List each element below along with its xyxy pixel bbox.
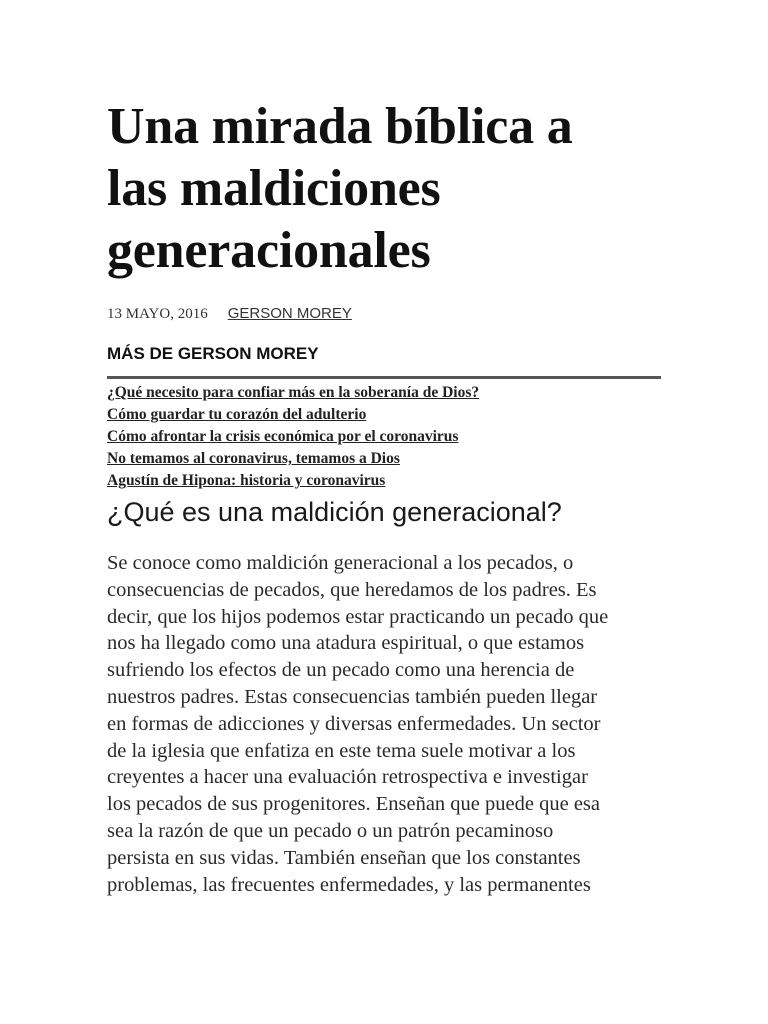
list-item — [107, 404, 668, 426]
paragraph-line: en formas de adicciones y diversas enfermedades. Un sector — [107, 712, 601, 735]
article-meta — [107, 305, 668, 327]
title-line: las maldiciones — [107, 160, 441, 217]
paragraph-line: nuestros padres. Estas consecuencias también pueden llegar — [107, 685, 598, 708]
section-heading: ¿Qué es una maldición generacional? — [107, 497, 562, 527]
paragraph-line: los pecados de sus progenitores. Enseñan que puede que esa — [107, 793, 600, 816]
related-article-link[interactable]: Cómo guardar tu corazón del adulterio — [107, 406, 367, 423]
paragraph-line: sea la razón de que un pecado o un patrón pecaminoso — [107, 819, 554, 842]
author-link[interactable]: GERSON MOREY — [227, 305, 352, 322]
related-articles-list — [107, 382, 668, 492]
related-article-link[interactable]: No temamos al coronavirus, temamos a Dios — [107, 450, 400, 467]
paragraph-line: persista en sus vidas. También enseñan que los constantes — [107, 846, 581, 869]
list-item — [107, 382, 668, 404]
title-line: Una mirada bíblica a — [107, 98, 573, 155]
divider — [107, 376, 661, 379]
paragraph-line: sufriendo los efectos de un pecado como una herencia de — [107, 659, 575, 682]
list-item — [107, 448, 668, 470]
list-item — [107, 470, 668, 492]
article-title — [107, 96, 668, 282]
related-article-link[interactable]: Cómo afrontar la crisis económica por el coronavirus — [107, 428, 459, 445]
paragraph-line: decir, que los hijos podemos estar practicando un pecado que — [107, 605, 609, 628]
more-from-author-heading: MÁS DE GERSON MOREY — [107, 344, 319, 363]
paragraph-line: problemas, las frecuentes enfermedades, y las permanentes — [107, 873, 591, 896]
related-article-link[interactable]: Agustín de Hipona: historia y coronavirus — [107, 472, 386, 489]
paragraph-line: de la iglesia que enfatiza en este tema suele motivar a los — [107, 739, 576, 762]
list-item — [107, 426, 668, 448]
paragraph-line: consecuencias de pecados, que heredamos de los padres. Es — [107, 578, 597, 601]
paragraph-line: nos ha llegado como una atadura espiritual, o que estamos — [107, 632, 585, 655]
paragraph-line: Se conoce como maldición generacional a los pecados, o — [107, 552, 574, 574]
title-line: generacionales — [107, 222, 431, 279]
paragraph-line: creyentes a hacer una evaluación retrospectiva e investigar — [107, 766, 588, 789]
publish-date: 13 MAYO, 2016 — [107, 306, 208, 322]
body-paragraph — [107, 550, 667, 898]
related-article-link[interactable]: ¿Qué necesito para confiar más en la soberanía de Dios? — [107, 384, 480, 401]
